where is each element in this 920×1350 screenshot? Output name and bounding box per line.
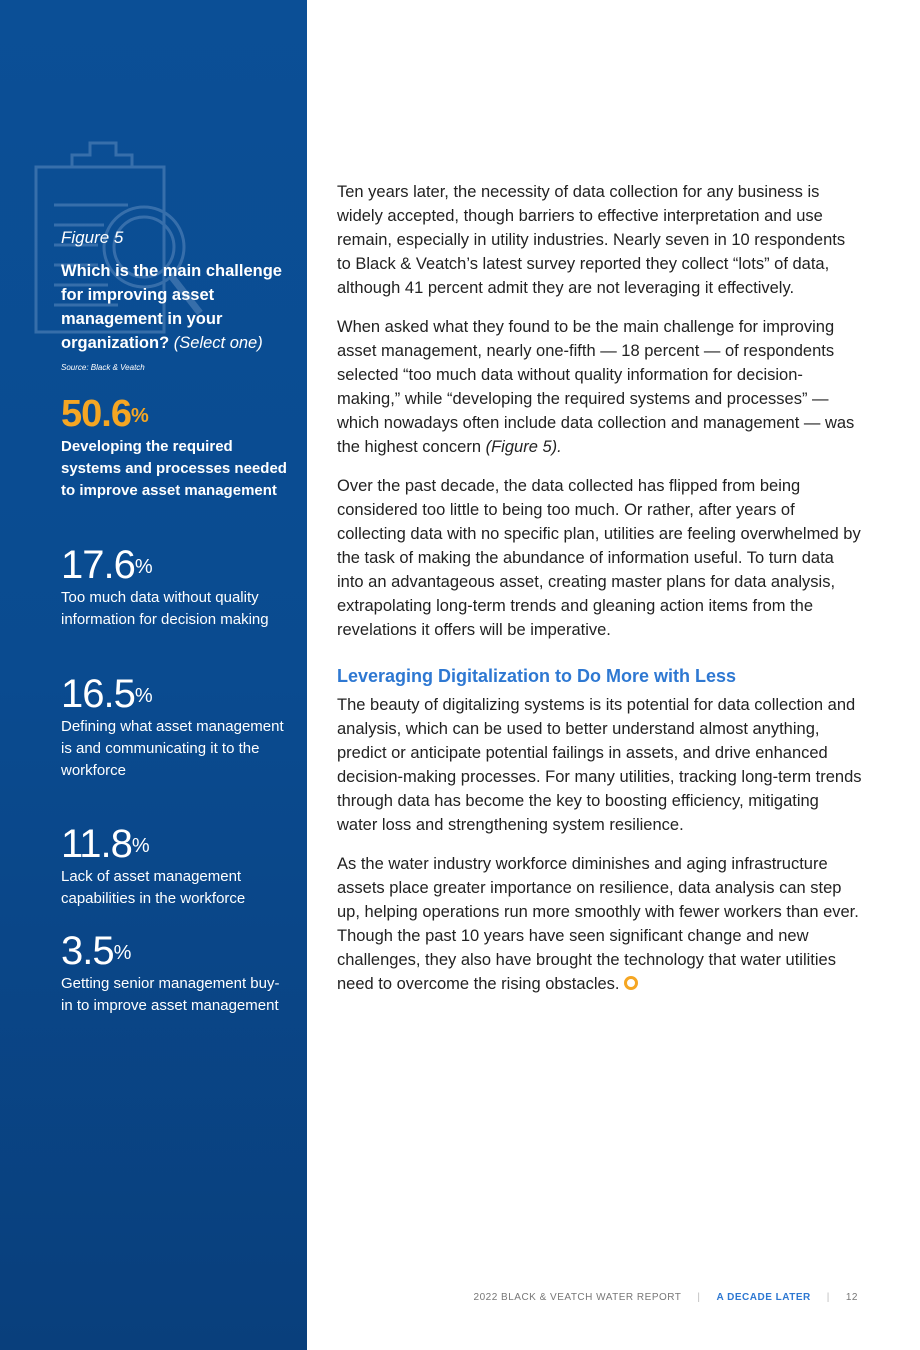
stat-value: 50.6% bbox=[61, 393, 149, 435]
stat-value: 17.6% bbox=[61, 543, 153, 587]
footer-subtitle: A DECADE LATER bbox=[716, 1292, 811, 1303]
stat-description: Too much data without quality information for decision making bbox=[61, 589, 269, 628]
footer-report-title: 2022 BLACK & VEATCH WATER REPORT bbox=[473, 1292, 682, 1303]
stat-item bbox=[61, 929, 291, 1017]
stat-description: Getting senior management buy-in to improve asset management bbox=[61, 975, 280, 1014]
stat-description: Lack of asset management capabilities in the workforce bbox=[61, 868, 246, 907]
figure-reference: (Figure 5). bbox=[485, 438, 562, 456]
stat-item bbox=[61, 672, 291, 782]
figure-question-text: Which is the main challenge for improving asset management in your organization? bbox=[61, 262, 282, 352]
stat-value: 16.5% bbox=[61, 672, 153, 716]
figure-label: Figure 5 bbox=[61, 228, 124, 247]
figure-question-note: (Select one) bbox=[173, 334, 263, 352]
paragraph: The beauty of digitalizing systems is its potential for data collection and analysis, which can be used to better understand almost anything, predict or anticipate potential failings in assets, and drive enhanced decision-making processes. For many utilities, tracking long-term trends through data has become the key to boosting efficiency, mitigating water loss and strengthening system resilience. bbox=[337, 696, 862, 834]
page-number: 12 bbox=[845, 1292, 858, 1303]
footer-separator: | bbox=[826, 1292, 830, 1303]
stat-value: 3.5% bbox=[61, 929, 132, 973]
page-footer bbox=[474, 1292, 858, 1303]
footer-separator: | bbox=[697, 1292, 701, 1303]
figure-question bbox=[61, 259, 291, 355]
article-body bbox=[337, 180, 862, 1011]
paragraph: As the water industry workforce diminishes and aging infrastructure assets place greater importance on resilience, data analysis can step up, helping operations run more smoothly with fewer workers than ever. Though the past 10 years have seen significant change and new challenges, they also have brought the technology that water utilities need to overcome the rising obstacles. bbox=[337, 855, 859, 993]
paragraph: When asked what they found to be the main challenge for improving asset management, nearly one-fifth — 18 percent — of respondents selected “too much data without quality information for decision-making,” while “developing the required systems and processes” — which nowadays often include data collection and management — was the highest concern (Figure 5). bbox=[337, 318, 855, 456]
stat-item bbox=[61, 543, 291, 631]
stat-description: Defining what asset management is and communicating it to the workforce bbox=[61, 718, 284, 779]
paragraph: Over the past decade, the data collected has flipped from being considered too little to being too much. Or rather, after years of collecting data with no specific plan, utilities are feeling overwhelmed by the task of making the abundance of information useful. To turn data into an advantageous asset, creating master plans for data analysis, extrapolating long-term trends and gleaning action items from the revelations it offers will be imperative. bbox=[337, 477, 861, 639]
figure-header bbox=[61, 228, 291, 372]
stat-item bbox=[61, 822, 291, 910]
paragraph: Ten years later, the necessity of data collection for any business is widely accepted, though barriers to effective interpretation and use remain, especially in utility industries. Nearly seven in 10 respondents to Black & Veatch’s latest survey reported they collect “lots” of data, although 41 percent admit they are not leveraging it effectively. bbox=[337, 183, 846, 297]
stat-value: 11.8% bbox=[61, 822, 150, 866]
figure-source: Source: Black & Veatch bbox=[61, 363, 145, 372]
end-of-article-icon bbox=[624, 976, 638, 990]
section-heading: Leveraging Digitalization to Do More with Less bbox=[337, 666, 737, 686]
sidebar-panel bbox=[0, 0, 307, 1350]
stat-description: Developing the required systems and processes needed to improve asset management bbox=[61, 438, 287, 499]
stat-item bbox=[61, 392, 291, 502]
